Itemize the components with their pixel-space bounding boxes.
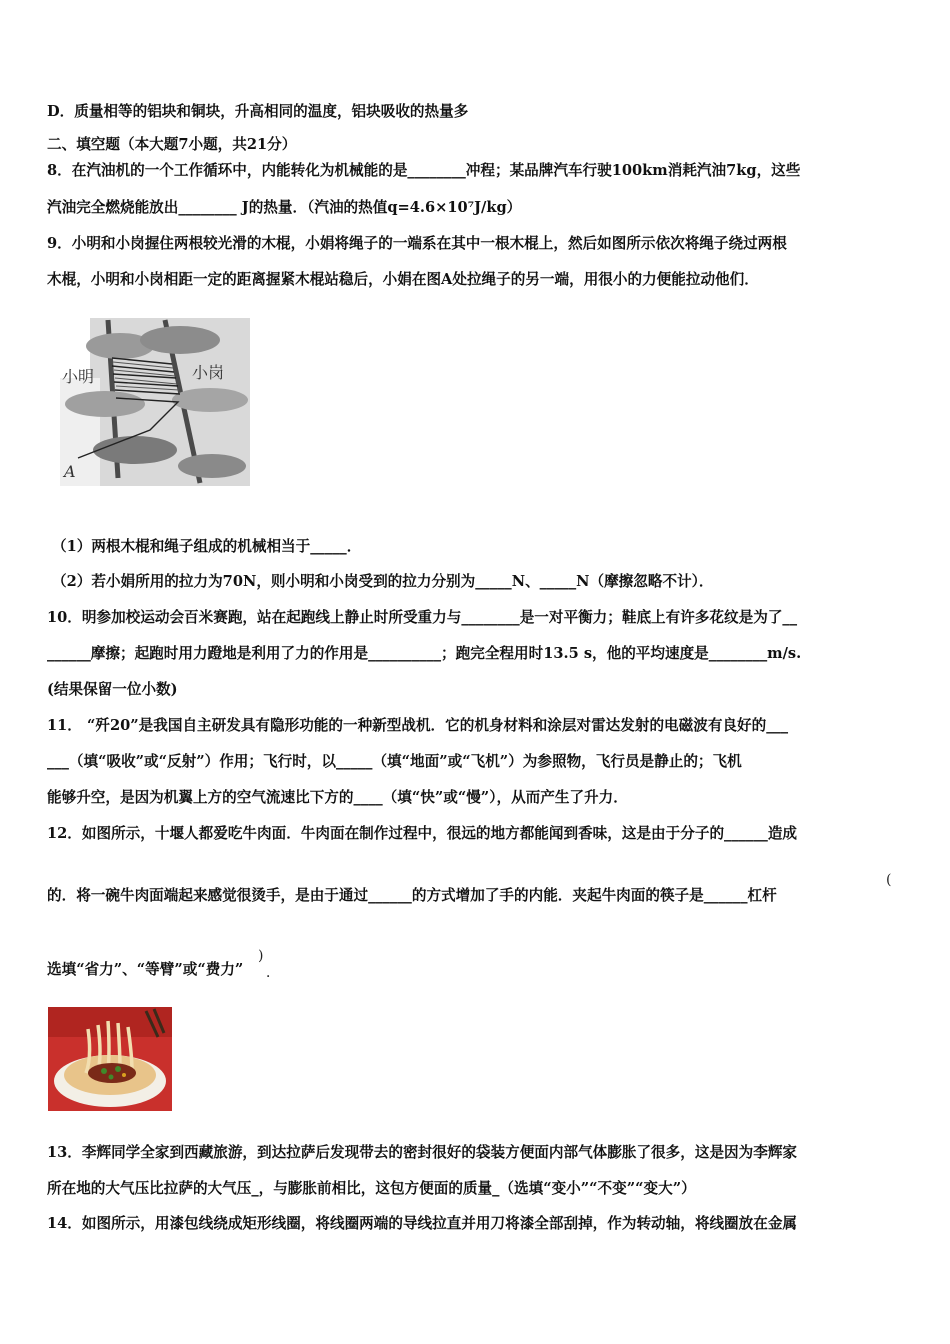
label-point-a: A <box>64 462 76 481</box>
question-8-line-1: 8．在汽油机的一个工作循环中，内能转化为机械能的是________冲程；某品牌汽车行驶100km消耗汽油7kg，这些 <box>47 162 801 179</box>
trailing-period: ． <box>266 965 280 981</box>
label-xiaogang: 小岗 <box>192 363 225 382</box>
paren-open: ( <box>886 872 892 888</box>
question-10-line-3: (结果保留一位小数) <box>47 681 178 698</box>
question-11-line-3: 能够升空，是因为机翼上方的空气流速比下方的____（填“快”或“慢”），从而产生了升力． <box>47 789 628 806</box>
question-8-line-2: 汽油完全燃烧能放出________ J的热量．（汽油的热值q=4.6×10⁷J/kg） <box>47 199 522 216</box>
question-9-line-2: 木棍，小明和小岗相距一定的距离握紧木棍站稳后，小娟在图A处拉绳子的另一端，用很小的力便能拉动他们． <box>47 271 759 288</box>
question-14-line-1: 14．如图所示，用漆包线绕成矩形线圈，将线圈两端的导线拉直并用刀将漆全部刮掉，作为转动轴，将线圈放在金属 <box>47 1215 798 1232</box>
question-12-line-3: 选填“省力”、“等臂”或“费力” <box>47 961 244 978</box>
question-9-sub-2: （2）若小娟所用的拉力为70N，则小明和小岗受到的拉力分别为_____N、_____N（摩擦忽略不计）． <box>52 573 714 590</box>
rope-sticks-figure <box>60 318 250 486</box>
question-11-line-1: 11． “歼20”是我国自主研发具有隐形功能的一种新型战机．它的机身材料和涂层对雷达发射的电磁波有良好的___ <box>47 717 789 734</box>
question-13-line-1: 13．李辉同学全家到西藏旅游，到达拉萨后发现带去的密封很好的袋装方便面内部气体膨胀了很多，这是因为李辉家 <box>47 1144 798 1161</box>
question-9-line-1: 9．小明和小岗握住两根较光滑的木棍，小娟将绳子的一端系在其中一根木棍上，然后如图所示依次将绳子绕过两根 <box>47 235 787 252</box>
question-9-sub-1: （1）两根木棍和绳子组成的机械相当于_____． <box>52 538 362 555</box>
line-option-d: D．质量相等的铝块和铜块，升高相同的温度，铝块吸收的热量多 <box>47 103 469 120</box>
paren-close: ) <box>258 948 264 964</box>
question-10-line-2: ______摩擦；起跑时用力蹬地是利用了力的作用是__________；跑完全程用时13.5 s，他的平均速度是________m/s. <box>47 645 802 662</box>
beef-noodle-illustration <box>48 1007 172 1111</box>
label-xiaoming: 小明 <box>62 367 95 386</box>
section-heading: 二、填空题（本大题7小题，共21分） <box>47 136 297 153</box>
question-13-line-2: 所在地的大气压比拉萨的大气压_，与膨胀前相比，这包方便面的质量_（选填“变小”“不变”“变大”） <box>47 1180 696 1197</box>
question-12-line-1: 12．如图所示，十堰人都爱吃牛肉面．牛肉面在制作过程中，很远的地方都能闻到香味，这是由于分子的______造成 <box>47 825 798 842</box>
question-11-line-2: ___（填“吸收”或“反射”）作用；飞行时，以_____（填“地面”或“飞机”）为参照物，飞行员是静止的；飞机 <box>47 753 742 770</box>
beef-noodle-photo <box>48 1007 172 1111</box>
question-12-line-2: 的．将一碗牛肉面端起来感觉很烫手，是由于通过______的方式增加了手的内能．夹起牛肉面的筷子是______杠杆 <box>47 887 777 904</box>
rope-sticks-illustration <box>60 318 250 486</box>
question-10-line-1: 10．明参加校运动会百米赛跑，站在起跑线上静止时所受重力与________是一对平衡力；鞋底上有许多花纹是为了__ <box>47 609 798 626</box>
